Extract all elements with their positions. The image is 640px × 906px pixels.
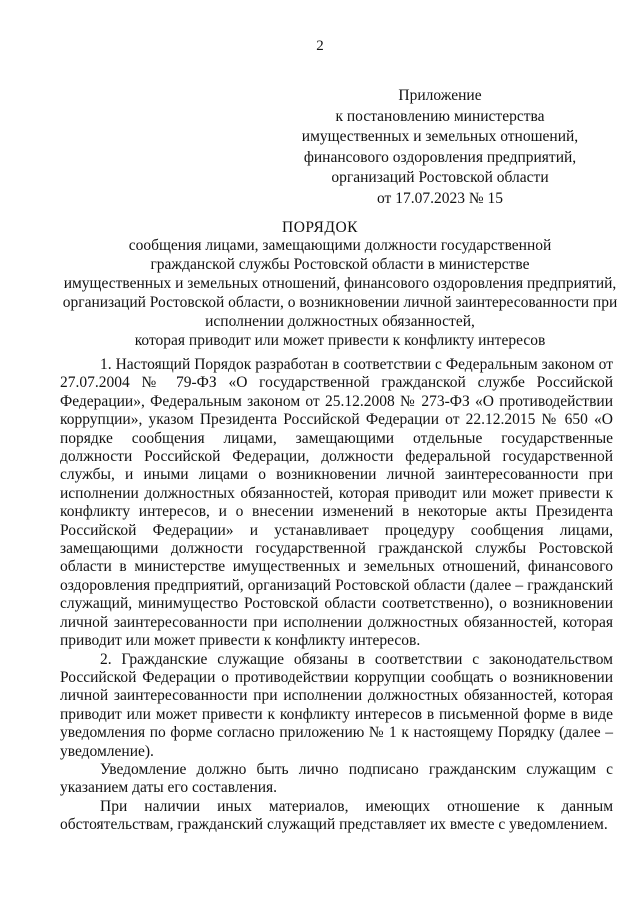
appendix-line: финансового оздоровления предприятий, xyxy=(303,148,577,166)
paragraph-1: 1. Настоящий Порядок разработан в соответствии с Федеральным законом от 27.07.2004 № 79-ФЗ «О государственной гражданской службе Российской Федерации», Федеральным законом от 25.12.2008 № 273-ФЗ «О противодействии коррупции», указом Президента Российской Федерации от 22.12.2015 № 650 «О порядке сообщения лицами, замещающими отдельные государственные должности Российской Федерации, должности федеральной государственной службы, и иными лицами о возникновении личной заинтересованности при исполнении должностных обязанностей, которая приводит или может привести к конфликту интересов, и о внесении изменений в некоторые акты Президента Российской Федерации» и устанавливает процедуру сообщения лицами, замещающими должности государственной гражданской службы Ростовской области в министерстве имущественных и земельных отношений, финансового оздоровления предприятий, организаций Ростовской области (далее – гражданский служащий, минимущество Ростовской области соответственно), о возникновении личной заинтересованности при исполнении должностных обязанностей, которая приводит или может привести к конфликту интересов. xyxy=(60,356,613,650)
paragraph-4: При наличии иных материалов, имеющих отношение к данным обстоятельствам, гражданский служащий представляет их вместе с уведомлением. xyxy=(60,797,613,834)
subtitle-line: организаций Ростовской области, о возникновении личной заинтересованности при xyxy=(62,294,618,311)
subtitle-line: которая приводит или может привести к конфликту интересов xyxy=(134,332,546,349)
appendix-line: к постановлению министерства xyxy=(335,107,545,125)
page-number: 2 xyxy=(316,38,324,54)
paragraph-3: Уведомление должно быть лично подписано гражданским служащим с указанием даты его составления. xyxy=(60,760,613,797)
appendix-header xyxy=(300,86,580,210)
appendix-line: Приложение xyxy=(398,87,482,104)
appendix-line: имущественных и земельных отношений, xyxy=(301,128,579,146)
subtitle-line: гражданской службы Ростовской области в министерстве xyxy=(150,256,530,273)
document-title: ПОРЯДОК xyxy=(282,219,358,236)
appendix-line: организаций Ростовской области xyxy=(331,169,549,187)
document-body xyxy=(60,356,613,835)
appendix-line: от 17.07.2023 № 15 xyxy=(377,189,503,207)
document-subtitle xyxy=(60,236,620,350)
subtitle-line: имущественных и земельных отношений, финансового оздоровления предприятий, xyxy=(63,275,617,292)
subtitle-line: исполнении должностных обязанностей, xyxy=(205,313,475,330)
paragraph-2: 2. Гражданские служащие обязаны в соответствии с законодательством Российской Федерации о противодействии коррупции сообщать о возникновении личной заинтересованности при исполнении должностных обязанностей, которая приводит или может привести к конфликту интересов в письменной форме в виде уведомления по форме согласно приложению № 1 к настоящему Порядку (далее – уведомление). xyxy=(60,650,613,760)
subtitle-line: сообщения лицами, замещающими должности государственной xyxy=(128,237,552,254)
